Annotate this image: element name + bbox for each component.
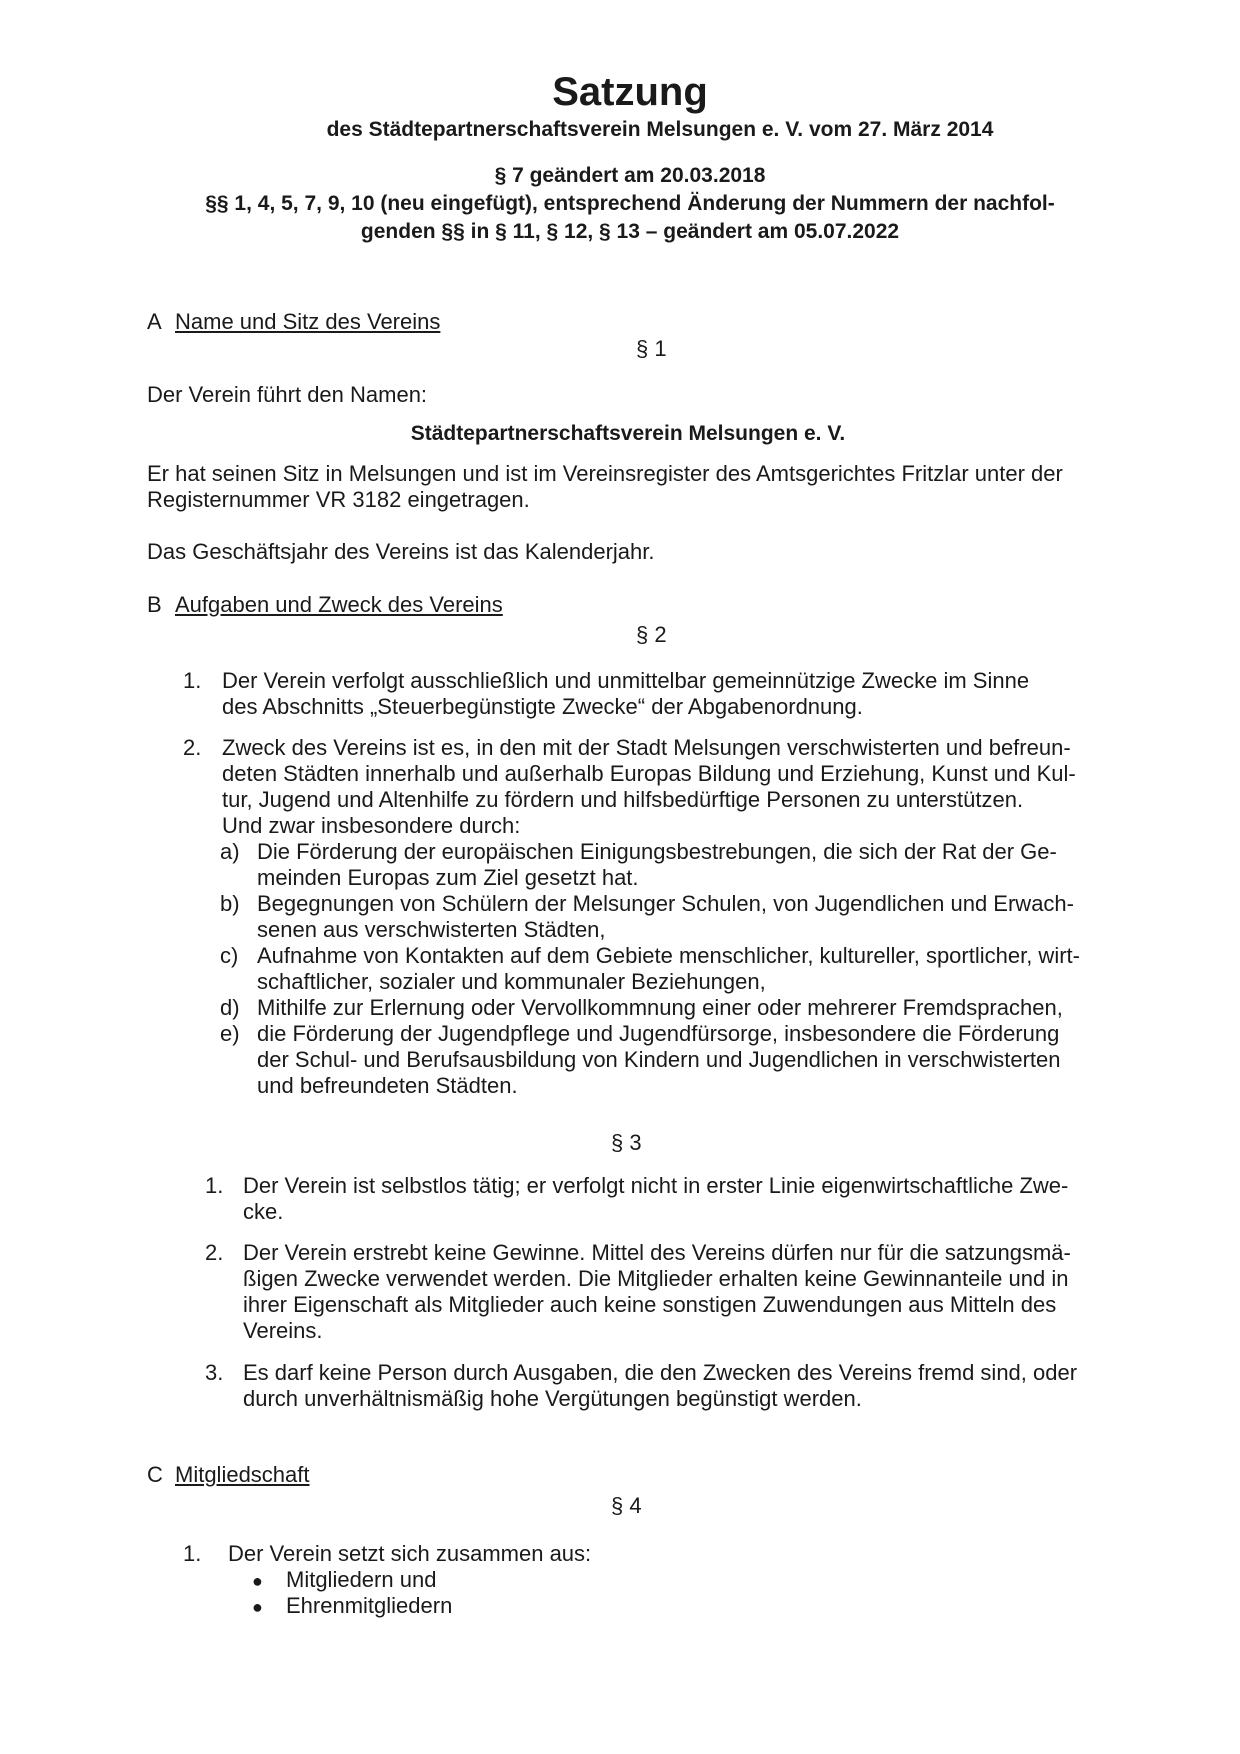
bullet-item: Mitgliedern und bbox=[286, 1567, 437, 1592]
list-item-line: ßigen Zwecke verwendet werden. Die Mitglieder erhalten keine Gewinnanteile und in bbox=[243, 1266, 1069, 1291]
list-number: 1. bbox=[205, 1173, 224, 1198]
sublist-item bbox=[257, 1021, 1061, 1099]
amendment-line-2: §§ 1, 4, 5, 7, 9, 10 (neu eingefügt), entsprechend Änderung der Nummern der nachfol- bbox=[205, 192, 1055, 215]
sublist-item-line: meinden Europas zum Ziel gesetzt hat. bbox=[257, 865, 639, 890]
amendment-line-1: § 7 geändert am 20.03.2018 bbox=[494, 164, 766, 187]
section-title: Aufgaben und Zweck des Vereins bbox=[175, 592, 503, 617]
list-item-line: deten Städten innerhalb und außerhalb Europas Bildung und Erziehung, Kunst und Kul- bbox=[222, 761, 1076, 786]
section-letter: B bbox=[147, 592, 162, 617]
list-item bbox=[243, 1173, 1068, 1225]
list-item-line: durch unverhältnismäßig hohe Vergütungen begünstigt werden. bbox=[243, 1386, 862, 1411]
sublist-item-line: der Schul- und Berufsausbildung von Kindern und Jugendlichen in verschwisterten bbox=[257, 1047, 1061, 1072]
sublist-item bbox=[257, 995, 1063, 1021]
list-number: 1. bbox=[183, 1541, 202, 1566]
list-item-line: Und zwar insbesondere durch: bbox=[222, 813, 521, 838]
section-b-heading bbox=[147, 592, 503, 618]
sublist-item-line: schaftlicher, sozialer und kommunaler Beziehungen, bbox=[257, 969, 766, 994]
list-item-line: Vereins. bbox=[243, 1318, 323, 1343]
sublist-item bbox=[257, 943, 1080, 995]
list-number: 2. bbox=[183, 735, 202, 760]
list-item-line: Der Verein ist selbstlos tätig; er verfolgt nicht in erster Linie eigenwirtschaftliche Zwe- bbox=[243, 1173, 1069, 1198]
seat-line-2: Registernummer VR 3182 eingetragen. bbox=[147, 487, 530, 512]
paragraph-1-label: § 1 bbox=[636, 336, 667, 361]
sublist-letter: b) bbox=[220, 891, 240, 916]
list-item bbox=[243, 1360, 1077, 1412]
list-item-line: des Abschnitts „Steuerbegünstigte Zwecke“ der Abgabenordnung. bbox=[222, 694, 863, 719]
sublist-item-line: Die Förderung der europäischen Einigungsbestrebungen, die sich der Rat der Ge- bbox=[257, 839, 1057, 864]
list-item bbox=[243, 1240, 1071, 1344]
paragraph-4-label: § 4 bbox=[611, 1493, 642, 1518]
sublist-letter: a) bbox=[220, 839, 240, 864]
seat-line-1: Er hat seinen Sitz in Melsungen und ist im Vereinsregister des Amtsgerichtes Fritzlar unter der bbox=[147, 461, 1063, 486]
sublist-item-line: senen aus verschwisterten Städten, bbox=[257, 917, 606, 942]
fiscal-year-text: Das Geschäftsjahr des Vereins ist das Kalenderjahr. bbox=[147, 539, 655, 564]
list-item: Der Verein setzt sich zusammen aus: bbox=[228, 1541, 592, 1566]
bullet-icon: ● bbox=[252, 1597, 263, 1617]
sublist-letter: e) bbox=[220, 1021, 240, 1046]
list-number: 1. bbox=[183, 668, 202, 693]
list-item-line: ihrer Eigenschaft als Mitglieder auch keine sonstigen Zuwendungen aus Mitteln des bbox=[243, 1292, 1057, 1317]
association-name: Städtepartnerschaftsverein Melsungen e. V. bbox=[410, 422, 846, 445]
sublist-item-line: Mithilfe zur Erlernung oder Vervollkommnung einer oder mehrerer Fremdsprachen, bbox=[257, 995, 1063, 1020]
section-a-heading bbox=[147, 309, 440, 335]
list-item-line: Der Verein verfolgt ausschließlich und unmittelbar gemeinnützige Zwecke im Sinne bbox=[222, 668, 1030, 693]
section-letter: C bbox=[147, 1462, 163, 1487]
list-item-line: cke. bbox=[243, 1199, 284, 1224]
section-title: Name und Sitz des Vereins bbox=[175, 309, 441, 334]
sublist-item bbox=[257, 839, 1057, 891]
list-item-line: Der Verein erstrebt keine Gewinne. Mittel des Vereins dürfen nur für die satzungsmä- bbox=[243, 1240, 1071, 1265]
list-item-line: Zweck des Vereins ist es, in den mit der Stadt Melsungen verschwisterten und befreun- bbox=[222, 735, 1071, 760]
amendment-line-3: genden §§ in § 11, § 12, § 13 – geändert am 05.07.2022 bbox=[360, 220, 900, 243]
name-intro: Der Verein führt den Namen: bbox=[147, 382, 428, 407]
bullet-item: Ehrenmitgliedern bbox=[286, 1593, 453, 1618]
sublist-item-line: Begegnungen von Schülern der Melsunger Schulen, von Jugendlichen und Erwach- bbox=[257, 891, 1074, 916]
document-subtitle: des Städtepartnerschaftsverein Melsungen e. V. vom 27. März 2014 bbox=[326, 118, 994, 141]
section-title: Mitgliedschaft bbox=[175, 1462, 310, 1487]
paragraph-3-label: § 3 bbox=[611, 1130, 642, 1155]
paragraph-2-label: § 2 bbox=[636, 622, 667, 647]
sublist-item bbox=[257, 891, 1074, 943]
bullet-icon: ● bbox=[252, 1571, 263, 1591]
sublist-letter: d) bbox=[220, 995, 240, 1020]
sublist-item-line: Aufnahme von Kontakten auf dem Gebiete menschlicher, kultureller, sportlicher, wirt- bbox=[257, 943, 1080, 968]
section-c-heading bbox=[147, 1462, 310, 1488]
sublist-item-line: und befreundeten Städten. bbox=[257, 1073, 518, 1098]
list-item-line: Es darf keine Person durch Ausgaben, die den Zwecken des Vereins fremd sind, oder bbox=[243, 1360, 1078, 1385]
list-item bbox=[222, 735, 1076, 839]
list-number: 2. bbox=[205, 1240, 224, 1265]
sublist-letter: c) bbox=[220, 943, 239, 968]
document-title: Satzung bbox=[552, 70, 708, 114]
section-letter: A bbox=[147, 309, 162, 334]
list-number: 3. bbox=[205, 1360, 224, 1385]
sublist-item-line: die Förderung der Jugendpflege und Jugendfürsorge, insbesondere die Förderung bbox=[257, 1021, 1060, 1046]
list-item-line: tur, Jugend und Altenhilfe zu fördern und hilfsbedürftige Personen zu unterstützen. bbox=[222, 787, 1024, 812]
list-item bbox=[222, 668, 1029, 720]
